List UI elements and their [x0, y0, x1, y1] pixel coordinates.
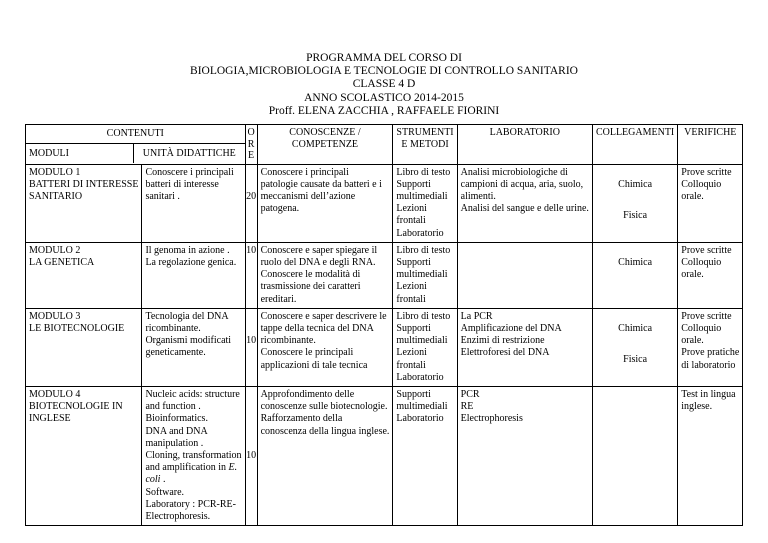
unita-italic: coli	[145, 474, 161, 486]
modulo-cell	[26, 386, 142, 525]
unita-text: and amplification in	[145, 462, 229, 474]
unita-line	[145, 474, 241, 486]
ore-cell	[245, 242, 257, 308]
conoscenze-line: Conoscere i principali	[260, 166, 349, 178]
laboratorio-header: LABORATORIO	[457, 125, 592, 165]
strumenti-line: multimediali	[396, 335, 448, 347]
unita-text: .	[160, 474, 166, 486]
unita-line: Bioinformatics.	[145, 413, 208, 425]
ore-header-r: R	[247, 138, 255, 150]
strumenti-line: multimediali	[396, 401, 448, 413]
laboratorio-line: alimenti.	[460, 190, 496, 202]
strumenti-cell	[393, 308, 457, 386]
unita-cell	[142, 242, 245, 308]
ore-header-o: O	[247, 127, 255, 138]
modulo-title: BATTERI DI INTERESSE	[29, 178, 139, 190]
modulo-cell	[26, 164, 142, 242]
conoscenze-line: meccanismi dell’azione	[260, 190, 356, 202]
strumenti-line: frontali	[396, 215, 426, 227]
laboratorio-line: PCR	[460, 388, 480, 400]
conoscenze-cell	[257, 386, 393, 525]
laboratorio-line: Enzimi di restrizione	[460, 335, 545, 347]
ore-cell	[245, 164, 257, 242]
unita-cell	[142, 386, 245, 525]
strumenti-line: multimediali	[396, 190, 448, 202]
table-row	[26, 308, 743, 386]
verifiche-line: Test in lingua	[681, 388, 736, 400]
collegamento-item: Fisica	[623, 353, 648, 365]
unita-cell	[142, 308, 245, 386]
strumenti-line: Libro di testo	[396, 310, 451, 322]
verifiche-line: orale.	[681, 190, 704, 202]
verifiche-cell	[678, 386, 743, 525]
verifiche-cell	[678, 308, 743, 386]
laboratorio-line: Amplificazione del DNA	[460, 322, 562, 334]
unita-italic: E.	[228, 462, 238, 474]
table-row	[26, 386, 743, 525]
conoscenze-line: Conoscere le principali	[260, 347, 354, 359]
verifiche-header: VERIFICHE	[678, 125, 743, 165]
header-line-2: BIOLOGIA,MICROBIOLOGIA E TECNOLOGIE DI CONTROLLO SANITARIO	[190, 65, 578, 78]
verifiche-line: Prove scritte	[681, 310, 732, 322]
table-row	[26, 242, 743, 308]
unita-line: Nucleic acids: structure	[145, 388, 240, 400]
ore-cell	[245, 386, 257, 525]
strumenti-line: Supporti	[396, 388, 431, 400]
ore-value: 20	[246, 190, 257, 202]
strumenti-line: frontali	[396, 293, 426, 305]
unita-line: Il genoma in azione .	[145, 244, 230, 256]
modulo-number: MODULO 3	[29, 310, 81, 322]
modulo-title: BIOTECNOLOGIE IN	[29, 401, 123, 413]
conoscenze-header: CONOSCENZE / COMPETENZE	[257, 125, 393, 165]
laboratorio-line: RE	[460, 401, 474, 413]
ore-header-e: E	[248, 150, 255, 161]
ore-value: 10	[246, 334, 257, 346]
ore-cell	[245, 308, 257, 386]
strumenti-line: Libro di testo	[396, 166, 451, 178]
modulo-title: SANITARIO	[29, 190, 83, 202]
header-line-5: Proff. ELENA ZACCHIA , RAFFAELE FIORINI	[268, 104, 500, 117]
contenuti-header-cell	[26, 125, 246, 165]
strumenti-line: Supporti	[396, 256, 431, 268]
laboratorio-line: campioni di acqua, aria, suolo,	[460, 178, 584, 190]
strumenti-line: multimediali	[396, 269, 448, 281]
collegamento-item: Chimica	[618, 256, 653, 268]
laboratorio-cell	[457, 242, 592, 308]
table-header-row	[26, 125, 743, 165]
laboratorio-line: Analisi microbiologiche di	[460, 166, 568, 178]
strumenti-line: Lezioni	[396, 281, 427, 293]
conoscenze-line: tappe della tecnica del DNA	[260, 322, 374, 334]
strumenti-line: Lezioni	[396, 347, 427, 359]
laboratorio-cell	[457, 164, 592, 242]
collegamenti-cell	[592, 386, 677, 525]
conoscenze-line: Conoscere e saper descrivere le	[260, 310, 387, 322]
verifiche-line: di laboratorio	[681, 359, 736, 371]
modulo-number: MODULO 4	[29, 388, 81, 400]
verifiche-line: Prove scritte	[681, 166, 732, 178]
laboratorio-line: Electrophoresis	[460, 413, 523, 425]
unita-line: Cloning, transformation	[145, 449, 242, 461]
modulo-title: LE BIOTECNOLOGIE	[29, 322, 125, 334]
unita-line: batteri di interesse	[145, 178, 219, 190]
modulo-cell	[26, 308, 142, 386]
strumenti-line: Supporti	[396, 178, 431, 190]
strumenti-line: Laboratorio	[396, 371, 444, 383]
contenuti-header: CONTENUTI	[106, 128, 164, 139]
program-table	[25, 124, 743, 526]
strumenti-line: Laboratorio	[396, 227, 444, 239]
strumenti-line: Lezioni	[396, 203, 427, 215]
modulo-title: INGLESE	[29, 413, 71, 425]
conoscenze-cell	[257, 308, 393, 386]
modulo-title: LA GENETICA	[29, 256, 95, 268]
unita-line: Electrophoresis.	[145, 510, 211, 522]
header-line-1: PROGRAMMA DEL CORSO DI	[306, 52, 462, 64]
verifiche-line: inglese.	[681, 401, 713, 413]
strumenti-line: Laboratorio	[396, 413, 444, 425]
conoscenze-line: ereditari.	[260, 293, 297, 305]
unita-header: UNITÀ DIDATTICHE	[142, 148, 236, 159]
collegamenti-header: COLLEGAMENTI	[592, 125, 677, 165]
conoscenze-line: applicazioni di tale tecnica	[260, 359, 368, 371]
header-line-3: CLASSE 4 D	[352, 78, 416, 91]
strumenti-line: Supporti	[396, 322, 431, 334]
ore-header	[245, 125, 257, 165]
conoscenze-line: Approfondimento delle	[260, 388, 355, 400]
collegamenti-cell	[592, 308, 677, 386]
unita-cell	[142, 164, 245, 242]
verifiche-cell	[678, 242, 743, 308]
laboratorio-cell	[457, 308, 592, 386]
table-row	[26, 164, 743, 242]
unita-line: sanitari .	[145, 190, 180, 202]
moduli-header: MODULI	[26, 144, 134, 163]
conoscenze-line: conoscenze sulle biotecnologie.	[260, 401, 388, 413]
unita-line: DNA and DNA	[145, 425, 208, 437]
unita-line: geneticamente.	[145, 347, 206, 359]
conoscenze-line: ricombinante.	[260, 335, 316, 347]
strumenti-cell	[393, 164, 457, 242]
strumenti-cell	[393, 386, 457, 525]
unita-line: Conoscere i principali	[145, 166, 234, 178]
conoscenze-cell	[257, 164, 393, 242]
unita-line: Organismi modificati	[145, 335, 232, 347]
modulo-cell	[26, 242, 142, 308]
conoscenze-line: Rafforzamento della	[260, 413, 343, 425]
unita-line: and function .	[145, 401, 201, 413]
unita-line: La regolazione genica.	[145, 256, 237, 268]
verifiche-line: orale.	[681, 335, 704, 347]
collegamento-item: Chimica	[618, 322, 653, 334]
ore-value: 10	[246, 244, 257, 256]
unita-line: Tecnologia del DNA	[145, 310, 229, 322]
laboratorio-line: Elettroforesi del DNA	[460, 347, 550, 359]
verifiche-line: Colloquio	[681, 256, 722, 268]
verifiche-line: Colloquio	[681, 178, 722, 190]
ore-value: 10	[246, 449, 257, 461]
header-line-4: ANNO SCOLASTICO 2014-2015	[304, 91, 464, 104]
conoscenze-line: trasmissione dei caratteri	[260, 281, 361, 293]
verifiche-line: orale.	[681, 269, 704, 281]
collegamenti-cell	[592, 242, 677, 308]
conoscenze-line: patogena.	[260, 203, 300, 215]
conoscenze-line: Conoscere le modalità di	[260, 269, 361, 281]
conoscenze-line: ruolo del DNA e degli RNA.	[260, 256, 376, 268]
strumenti-header: STRUMENTI E METODI	[393, 125, 457, 165]
unita-line	[145, 462, 241, 474]
laboratorio-line: La PCR	[460, 310, 493, 322]
strumenti-cell	[393, 242, 457, 308]
collegamento-item: Chimica	[618, 178, 653, 190]
collegamenti-cell	[592, 164, 677, 242]
unita-line: ricombinante.	[145, 322, 201, 334]
modulo-number: MODULO 2	[29, 244, 81, 256]
verifiche-cell	[678, 164, 743, 242]
verifiche-line: Prove pratiche	[681, 347, 740, 359]
conoscenze-line: Conoscere e saper spiegare il	[260, 244, 378, 256]
conoscenze-line: conoscenza della lingua inglese.	[260, 425, 390, 437]
verifiche-line: Colloquio	[681, 322, 722, 334]
conoscenze-line: patologie causate da batteri e i	[260, 178, 382, 190]
conoscenze-cell	[257, 242, 393, 308]
strumenti-line: frontali	[396, 359, 426, 371]
unita-line: Laboratory : PCR-RE-	[145, 498, 236, 510]
unita-line: manipulation .	[145, 437, 204, 449]
document-header	[0, 52, 768, 118]
unita-line: Software.	[145, 486, 185, 498]
laboratorio-cell	[457, 386, 592, 525]
modulo-number: MODULO 1	[29, 166, 81, 178]
strumenti-line: Libro di testo	[396, 244, 451, 256]
collegamento-item: Fisica	[623, 209, 648, 221]
laboratorio-line: Analisi del sangue e delle urine.	[460, 203, 589, 215]
verifiche-line: Prove scritte	[681, 244, 732, 256]
